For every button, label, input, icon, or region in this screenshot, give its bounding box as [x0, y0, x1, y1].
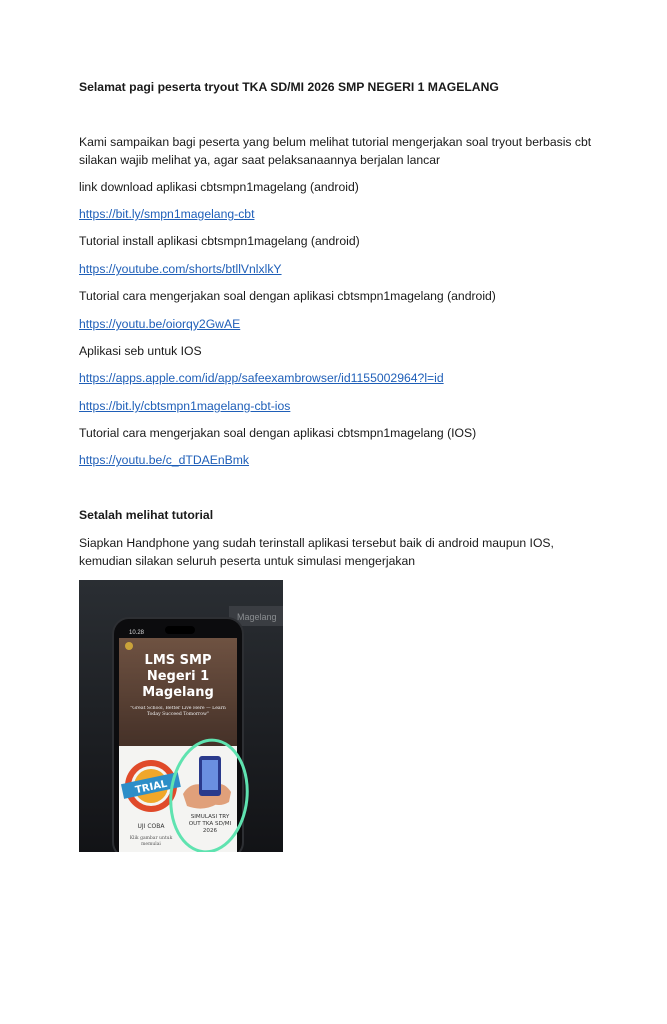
ios-exam-tutorial-link[interactable]: https://youtu.be/c_dTDAEnBmk	[79, 453, 250, 467]
android-install-tutorial-label: Tutorial install aplikasi cbtsmpn1magelang (android)	[79, 234, 360, 248]
ios-seb-label: Aplikasi seb untuk IOS	[79, 344, 202, 358]
hero-title-line-3: Magelang	[142, 685, 214, 700]
android-install-tutorial-link[interactable]: https://youtube.com/shorts/btllVnlxlkY	[79, 262, 282, 276]
android-exam-tutorial-label: Tutorial cara mengerjakan soal dengan aplikasi cbtsmpn1magelang (android)	[79, 289, 496, 303]
section2-line-1: Siapkan Handphone yang sudah terinstall aplikasi tersebut baik di android maupun IOS,	[79, 536, 554, 550]
ios-seb-appstore-link[interactable]: https://apps.apple.com/id/app/safeexambrowser/id1155002964?l=id	[79, 371, 444, 385]
android-download-label: link download aplikasi cbtsmpn1magelang (android)	[79, 180, 359, 194]
simulasi-caption-line-3: 2026	[202, 828, 218, 834]
uji-coba-caption: UJI COBA	[137, 823, 165, 830]
section2-line-2: kemudian silakan seluruh peserta untuk simulasi mengerjakan	[79, 554, 416, 568]
trial-badge-text: TRIAL	[134, 778, 169, 797]
hero-tagline: "Great School, Better Live Here — Learn Today Succeed Tomorrow"	[130, 706, 226, 717]
section2-title: Setalah melihat tutorial	[79, 508, 214, 522]
phone-photo-illustration	[79, 580, 283, 852]
ios-exam-tutorial-label: Tutorial cara mengerjakan soal dengan aplikasi cbtsmpn1magelang (IOS)	[79, 426, 477, 440]
background-sign-text: Magelang	[237, 612, 277, 622]
intro-line-1: Kami sampaikan bagi peserta yang belum melihat tutorial mengerjakan soal tryout berbasis cbt	[79, 135, 592, 149]
intro-line-2: silakan wajib melihat ya, agar saat pelaksanaannya berjalan lancar	[79, 153, 441, 167]
android-download-link[interactable]: https://bit.ly/smpn1magelang-cbt	[79, 207, 255, 221]
simulasi-caption-line-1: SIMULASI TRY	[190, 814, 230, 820]
document-title: Selamat pagi peserta tryout TKA SD/MI 2026 SMP NEGERI 1 MAGELANG	[79, 80, 499, 94]
uji-coba-subcaption: Klik gambar untuk	[129, 836, 173, 841]
phone-photo	[79, 580, 283, 852]
hero-title-line-2: Negeri 1	[146, 669, 210, 684]
simulasi-caption-line-2: OUT TKA SD/MI	[188, 821, 232, 827]
hero-title-line-1: LMS SMP	[144, 653, 212, 668]
uji-coba-subcaption-2: memulai	[141, 842, 161, 847]
phone-time: 10.28	[129, 630, 145, 636]
ios-cbt-link[interactable]: https://bit.ly/cbtsmpn1magelang-cbt-ios	[79, 399, 291, 413]
android-exam-tutorial-link[interactable]: https://youtu.be/oiorqy2GwAE	[79, 317, 241, 331]
